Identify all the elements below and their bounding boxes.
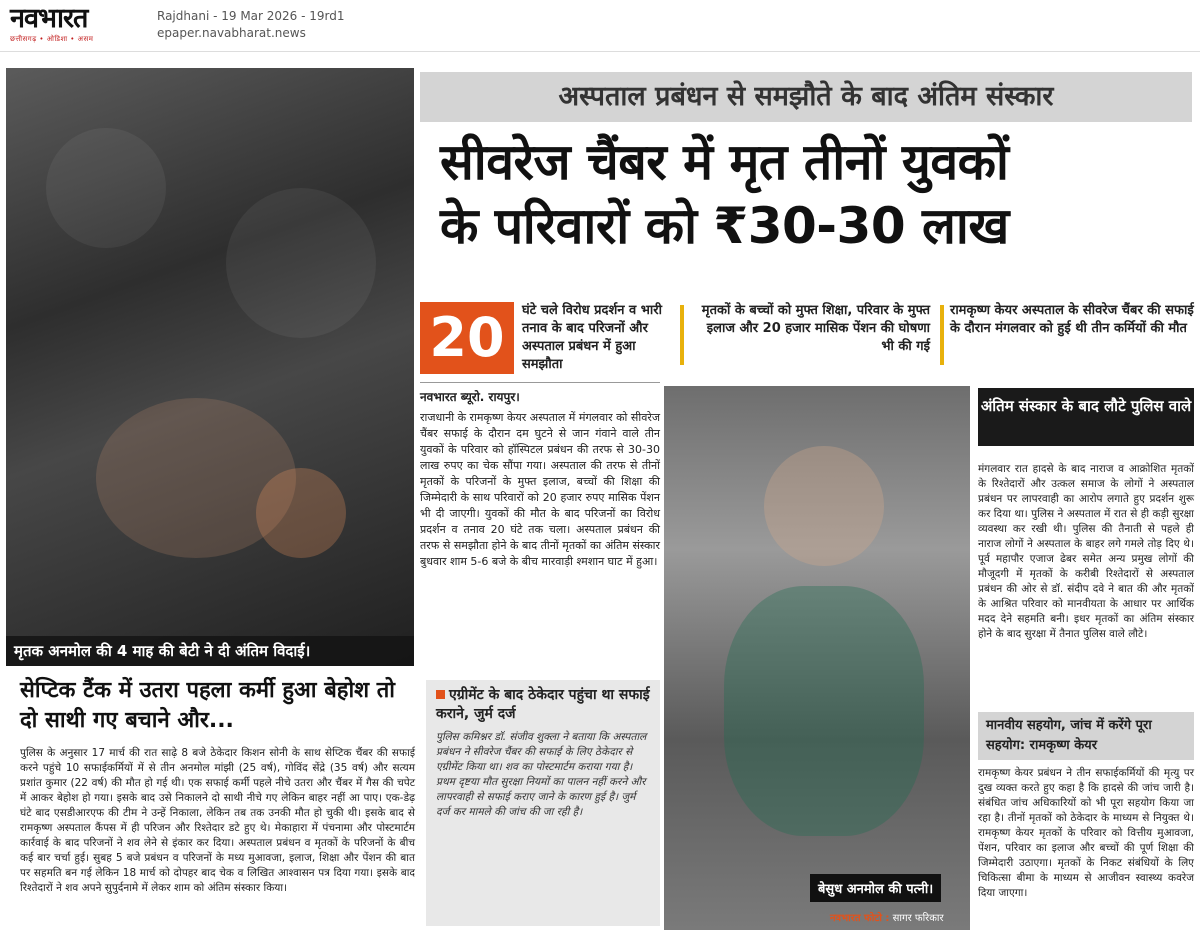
newspaper-logo[interactable] — [10, 4, 145, 48]
edition-site[interactable]: epaper.navabharat.news — [157, 26, 306, 40]
photo-credit — [830, 910, 944, 924]
logo-subtitle: छत्तीसगढ़ • ओडिशा • असम — [10, 35, 94, 43]
agreement-heading — [436, 686, 650, 724]
photo-caption: मृतक अनमोल की 4 माह की बेटी ने दी अंतिम विदाई। — [6, 636, 414, 666]
headline-line-1: सीवरेज चैंबर में मृत तीनों युवकों — [440, 133, 1009, 191]
highlight-compensation: मृतकों के बच्चों को मुफ्त शिक्षा, परिवार के मुफ्त इलाज और 20 हजार मासिक पेंशन की घोषणा भी की गई — [701, 303, 930, 354]
photo-shape — [46, 128, 166, 248]
story2-heading: सेप्टिक टैंक में उतरा पहला कर्मी हुआ बेहोश तो दो साथी गए बचाने और... — [20, 678, 395, 733]
photo-caption-pill: बेसुध अनमोल की पत्नी। — [810, 874, 941, 902]
square-bullet-icon — [436, 690, 445, 699]
hours-number: 20 — [420, 302, 514, 374]
photo-shape — [256, 468, 346, 558]
edition-date: Rajdhani - 19 Mar 2026 - 19rd1 — [157, 9, 345, 23]
highlight-incident: रामकृष्ण केयर अस्पताल के सीवरेज चैंबर की सफाई के दौरान मंगलवार को हुई थी तीन कर्मियों की मौत — [950, 303, 1194, 336]
highlight-divider — [680, 305, 684, 365]
agreement-text: पुलिस कमिश्नर डॉ. संजीव शुक्ला ने बताया कि अस्पताल प्रबंधन ने सीवरेज चैंबर की सफाई के लिए ठेकेदार से एग्रीमेंट किया था। शव का पोस्टमार्टम कराया गया है। प्रथम दृष्टया मौत सुरक्षा नियमों का पालन नहीं करने और लापरवाही से सफाई कराए जाने के कारण हुई है। जुर्म दर्ज कर मामले की जांच की जा रही है। — [436, 731, 647, 818]
sidebar-heading: अंतिम संस्कार के बाद लौटे पुलिस वाले — [978, 388, 1194, 446]
funeral-photo — [6, 68, 414, 666]
agreement-heading-text: एग्रीमेंट के बाद ठेकेदार पहुंचा था सफाई कराने, जुर्म दर्ज — [436, 687, 650, 722]
headline-line-2: के परिवारों को ₹30-30 लाख — [440, 197, 1009, 255]
agreement-box — [426, 680, 660, 926]
sidebar2-heading: मानवीय सहयोग, जांच में करेंगे पूरा सहयोग: रामकृष्ण केयर — [978, 712, 1194, 760]
sidebar2-text: रामकृष्ण केयर प्रबंधन ने तीन सफाईकर्मियों की मृत्यु पर दुख व्यक्त करते हुए कहा है कि हादसे की जांच जारी है। संबंधित जांच अधिकारियों को भी पूरा सहयोग किया जा रहा है। तीनों मृतकों को ठेकेदार के माध्यम से नियुक्त थे। रामकृष्ण केयर मृतकों के परिवार को वित्तीय मुआवजा, पेंशन, परिवार का इलाज और बच्चों की पूर्ण शिक्षा की जिम्मेदारी उठाएगा। मृतकों के निकट संबंधियों के लिए चिकित्सा बीमा के माध्यम से आजीवन स्वास्थ्य कवरेज दिया जाएगा। — [978, 767, 1194, 899]
sidebar-text: मंगलवार रात हादसे के बाद नाराज व आक्रोशित मृतकों के रिश्तेदारों और उत्कल समाज के लोगों ने अस्पताल प्रबंधन पर लापरवाही का आरोप लगाते हुए प्रदर्शन शुरू कर दिया था। पुलिस ने अस्पताल में रात से ही कड़ी सुरक्षा व्यवस्था कर रखी थी। पुलिस की तैनाती से पहले ही नाराज लोगों ने अस्पताल के बाहर लगे गमले तोड़ दिए थे। पूर्व महापौर एजाज ढेबर समेत अन्य प्रमुख लोगों की मौजूदगी में मृतकों के करीबी रिश्तेदारों से अस्पताल प्रबंधन की ओर से डॉ. संदीप दवे ने बात की और मृतकों के आश्रित परिवार को मानवीयता के आधार पर आर्थिक मदद देने सहमति बनी। इधर मृतकों का अंतिम संस्कार होने के बाद सुरक्षा में तैनात पुलिस वाले लौटे। — [978, 463, 1194, 640]
photo-credit-name: सागर फरिकार — [892, 913, 944, 924]
logo-text: नवभारत — [10, 3, 88, 34]
photo-shape — [724, 586, 924, 836]
photo-shape — [764, 446, 884, 566]
kicker-headline: अस्पताल प्रबंधन से समझौते के बाद अंतिम संस्कार — [420, 72, 1192, 122]
masthead — [0, 0, 1200, 52]
photo-credit-label: नवभारत फोटो : — [830, 913, 890, 924]
highlight-divider — [940, 305, 944, 365]
highlight-protest: घंटे चले विरोध प्रदर्शन व भारी तनाव के बाद परिजनों और अस्पताल प्रबंधन में हुआ समझौता — [522, 303, 662, 372]
edition-info — [157, 8, 345, 42]
story2-text: पुलिस के अनुसार 17 मार्च की रात साढ़े 8 बजे ठेकेदार किशन सोनी के साथ सेप्टिक चैंबर की सफाई करने पहुंचे 10 सफाईकर्मियों में से तीन अनमोल मांझी (25 वर्ष), गोविंद सेंद्रे (35 वर्ष) और सत्यम प्रशांत कुमार (22 वर्ष) की मौत हो गई थी। एक सफाई कर्मी पहले नीचे उतरा और चैंबर में गैस की चपेट में आकर बेहोश हो गया। इसके बाद उसे निकालने दो साथी नीचे गए लेकिन बाहर नहीं आ पाए। एक-डेढ़ घंटे बाद एसडीआरएफ की टीम ने उन्हें निकाला, लेकिन तब तक उनकी मौत हो चुकी थी। इसके बाद से रामकृष्ण अस्पताल कैंपस में ही परिजन और रिश्तेदार डटे हुए थे। मेकाहारा में पंचनामा और पोस्टमार्टम कार्रवाई के बाद परिजनों ने शव लेने से इंकार कर दिया। अस्पताल प्रबंधन व मृतकों के परिजनों के बीच कई बार चर्चा हुई। सुबह 5 बजे प्रबंधन व परिजनों के मध्य मुआवजा, इलाज, शिक्षा और पेंशन की बात पर सहमति बन गई लेकिन 18 मार्च को दोपहर बाद चेक व लिखित आश्वासन पत्र दिया गया। इसके बाद रिश्तेदारों ने शव अपने सुपुर्दनामे में लेकर शाम को अंतिम संस्कार किया। — [20, 747, 415, 894]
story-byline: नवभारत ब्यूरो. रायपुर। — [420, 390, 520, 404]
widow-photo — [664, 386, 970, 930]
main-story-text: राजधानी के रामकृष्ण केयर अस्पताल में मंगलवार को सीवरेज चैंबर सफाई के दौरान दम घुटने से जान गंवाने वाले तीन युवकों के परिवार को हॉस्पिटल प्रबंधन की तरफ से 30-30 लाख रुपए का चेक सौंपा गया। अस्पताल की तरफ से तीनों मृतकों के परिजनों के मुफ्त इलाज, बच्चों की शिक्षा की जिम्मेदारी के साथ परिवारों को 20 हजार रुपए मासिक पेंशन भी दी जाएगी। युवकों की मौत के बाद परिजनों का विरोध प्रदर्शन व तनाव 20 घंटे तक चला। अस्पताल प्रबंधन की तरफ से समझौता होने के बाद तीनों मृतकों का अंतिम संस्कार बुधवार शाम 5-6 बजे के बीच मारवाड़ी श्मशान घाट में हुआ। — [420, 411, 660, 568]
photo-shape — [226, 188, 376, 338]
main-headline — [420, 130, 1192, 258]
column-rule — [420, 382, 660, 383]
